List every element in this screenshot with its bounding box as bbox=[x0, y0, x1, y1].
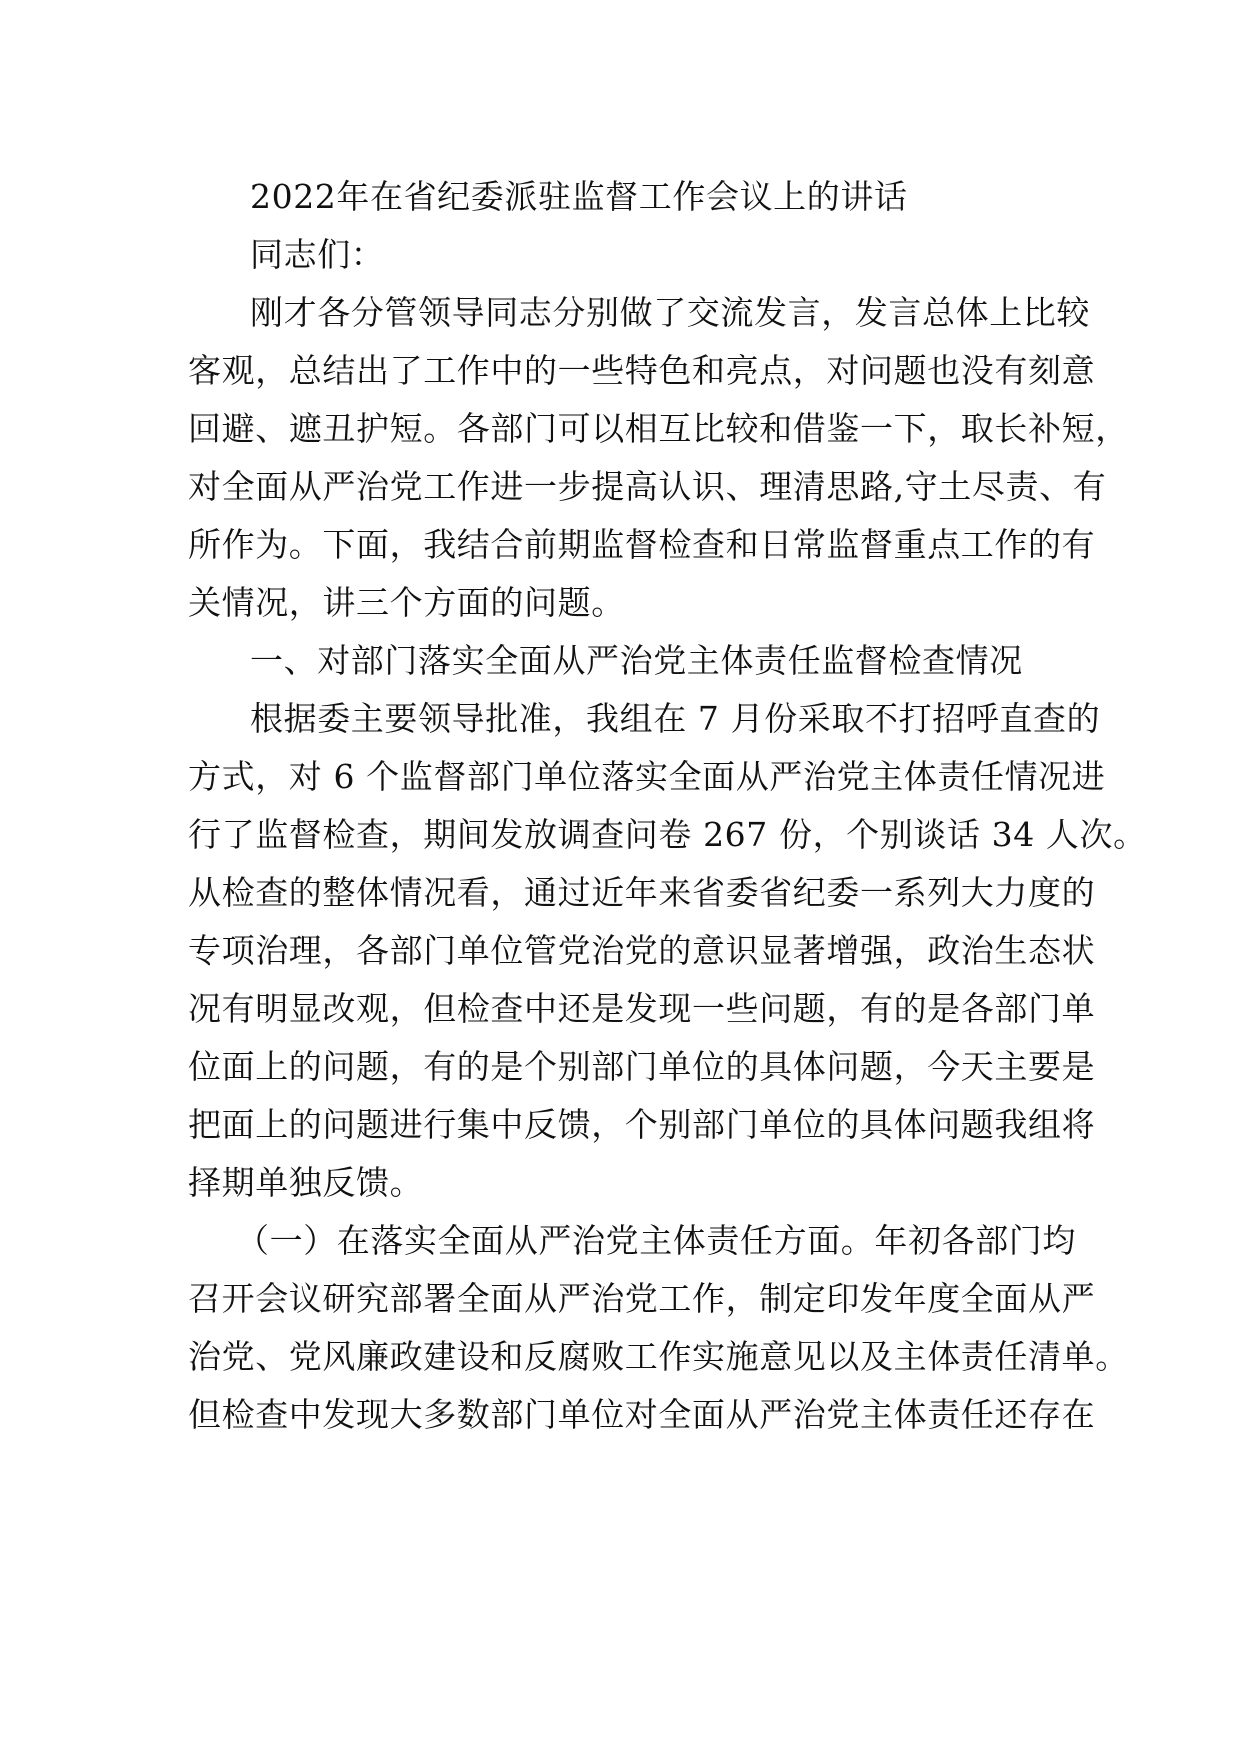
paragraph-line: 治党、党风廉政建设和反腐败工作实施意见以及主体责任清单。 bbox=[188, 1337, 1129, 1376]
paragraph-line: 专项治理，各部门单位管党治党的意识显著增强，政治生态状 bbox=[188, 931, 1096, 970]
paragraph-line: 况有明显改观，但检查中还是发现一些问题，有的是各部门单 bbox=[188, 989, 1096, 1028]
salutation: 同志们： bbox=[250, 235, 385, 274]
paragraph-line: 行了监督检查，期间发放调查问卷 267 份，个别谈话 34 人次。 bbox=[188, 815, 1147, 854]
paragraph-line: 择期单独反馈。 bbox=[188, 1163, 424, 1202]
subsection-line: （一）在落实全面从严治党主体责任方面。年初各部门均 bbox=[236, 1221, 1076, 1260]
document-title: 2022年在省纪委派驻监督工作会议上的讲话 bbox=[250, 177, 908, 216]
paragraph-line: 回避、遮丑护短。各部门可以相互比较和借鉴一下，取长补短， bbox=[188, 409, 1129, 448]
paragraph-line: 所作为。下面，我结合前期监督检查和日常监督重点工作的有 bbox=[188, 525, 1096, 564]
paragraph-line: 把面上的问题进行集中反馈，个别部门单位的具体问题我组将 bbox=[188, 1105, 1096, 1144]
paragraph-line: 从检查的整体情况看，通过近年来省委省纪委一系列大力度的 bbox=[188, 873, 1096, 912]
paragraph-line: 客观，总结出了工作中的一些特色和亮点，对问题也没有刻意 bbox=[188, 351, 1096, 390]
paragraph-line: 召开会议研究部署全面从严治党工作，制定印发年度全面从严 bbox=[188, 1279, 1096, 1318]
section-heading: 一、对部门落实全面从严治党主体责任监督检查情况 bbox=[250, 641, 1023, 680]
paragraph-line: 位面上的问题，有的是个别部门单位的具体问题，今天主要是 bbox=[188, 1047, 1096, 1086]
paragraph-line: 根据委主要领导批准，我组在 7 月份采取不打招呼直查的 bbox=[250, 699, 1101, 738]
paragraph-line: 关情况，讲三个方面的问题。 bbox=[188, 583, 625, 622]
paragraph-line: 方式，对 6 个监督部门单位落实全面从严治党主体责任情况进 bbox=[188, 757, 1106, 796]
paragraph-line: 对全面从严治党工作进一步提高认识、理清思路,守土尽责、有 bbox=[188, 467, 1107, 506]
paragraph-line: 刚才各分管领导同志分别做了交流发言，发言总体上比较 bbox=[250, 293, 1090, 332]
paragraph-line: 但检查中发现大多数部门单位对全面从严治党主体责任还存在 bbox=[188, 1395, 1096, 1434]
